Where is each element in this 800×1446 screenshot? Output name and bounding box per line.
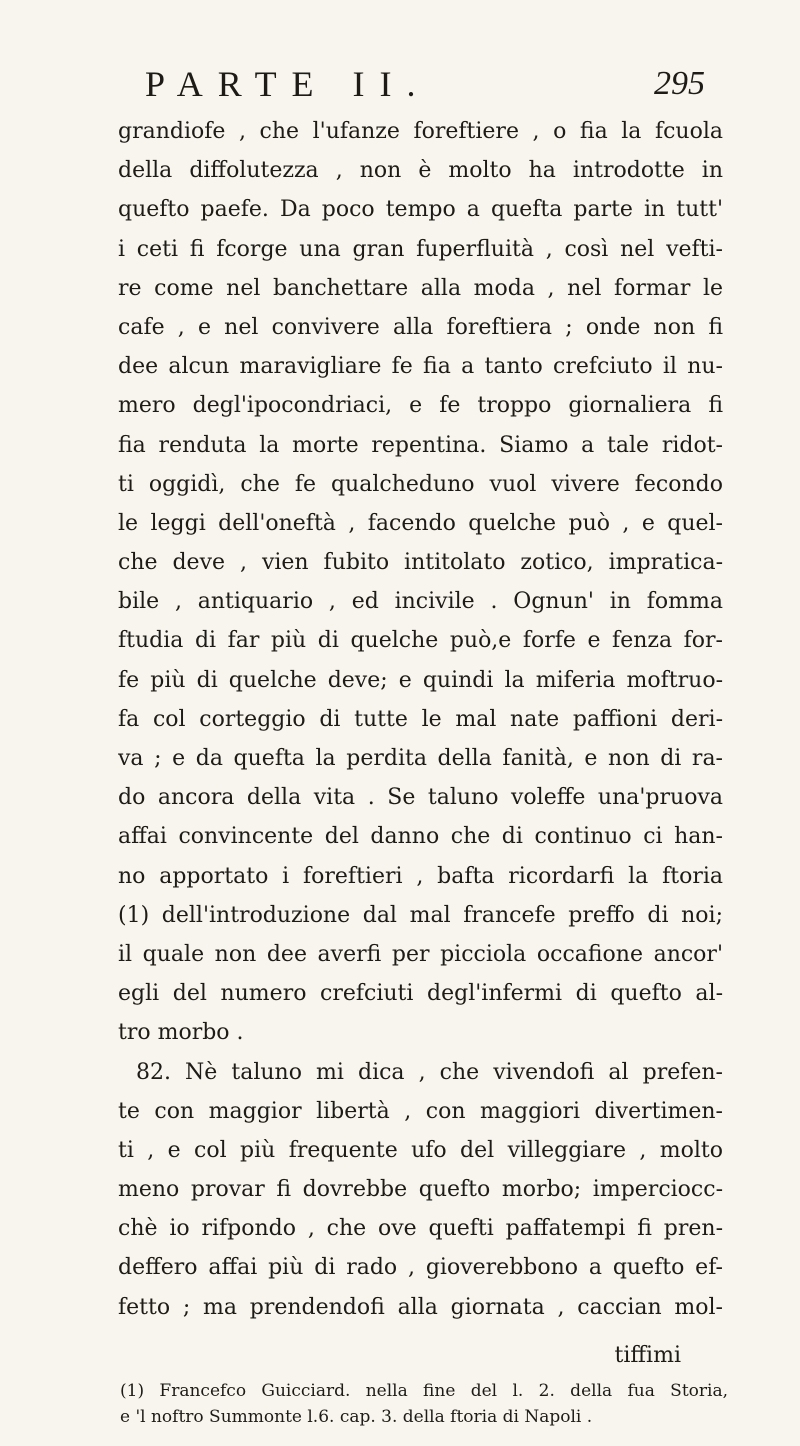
text-line: do ancora della vita . Se taluno voleffe una'pruova	[118, 785, 723, 811]
text-line: va ; e da quefta la perdita della fanità, e non di ra-	[118, 746, 723, 771]
page-header	[145, 62, 705, 106]
text-line: chè io rifpondo , che ove quefti paffatempi fi pren-	[118, 1216, 723, 1242]
paragraph-start-line: 82. Nè taluno mi dica , che vivendofi al prefen-	[136, 1059, 723, 1085]
text-line: ftudia di far più di quelche può,e forfe e fenza for-	[118, 628, 723, 654]
text-line: il quale non dee averfi per picciola occafione ancor'	[118, 941, 723, 967]
text-line: fa col corteggio di tutte le mal nate paffioni deri-	[118, 706, 723, 732]
text-line: della diffolutezza , non è molto ha introdotte in	[118, 158, 723, 184]
text-line: tro morbo .	[118, 1020, 244, 1046]
text-line: i ceti fi fcorge una gran fuperfluità , così nel vefti-	[118, 236, 723, 262]
text-line: mero degl'ipocondriaci, e fe troppo giornaliera fi	[118, 393, 723, 419]
text-line: le leggi dell'oneftà , facendo quelche può , e quel-	[118, 510, 723, 536]
text-line: fe più di quelche deve; e quindi la miferia moftruo-	[118, 667, 723, 693]
catchword: tiffimi	[614, 1343, 681, 1368]
text-line: dee alcun maravigliare fe fia a tanto crefciuto il nu-	[118, 354, 723, 380]
text-line: deffero affai più di rado , gioverebbono a quefto ef-	[118, 1255, 723, 1281]
footnote-line: (1) Francefco Guicciard. nella fine del l. 2. della fua Storia,	[120, 1381, 728, 1401]
text-line: (1) dell'introduzione dal mal francefe preffo di noi;	[118, 902, 723, 928]
text-line: te con maggior libertà , con maggiori divertimen-	[118, 1098, 723, 1124]
page-number: 295	[654, 65, 705, 102]
text-line: affai convincente del danno che di continuo ci han-	[118, 824, 723, 850]
text-line: ti , e col più frequente ufo del villeggiare , molto	[118, 1137, 723, 1163]
running-head: PARTE II.	[145, 64, 431, 104]
text-line: egli del numero crefciuti degl'infermi di quefto al-	[118, 981, 723, 1007]
text-line: meno provar fi dovrebbe quefto morbo; imperciocc-	[118, 1177, 723, 1203]
text-line: quefto paefe. Da poco tempo a quefta parte in tutt'	[118, 197, 723, 223]
text-line: che deve , vien fubito intitolato zotico, impratica-	[118, 550, 723, 576]
text-line: grandiofe , che l'ufanze foreftiere , o fia la fcuola	[118, 119, 723, 144]
text-line: fia renduta la morte repentina. Siamo a tale ridot-	[118, 432, 723, 458]
text-line: fetto ; ma prendendofi alla giornata , caccian mol-	[118, 1294, 723, 1320]
text-line: no apportato i foreftieri , bafta ricordarfi la ftoria	[118, 863, 723, 889]
footnote-line: e 'l noftro Summonte l.6. cap. 3. della ftoria di Napoli .	[120, 1407, 593, 1427]
text-line: re come nel banchettare alla moda , nel formar le	[118, 275, 723, 301]
text-line: cafe , e nel convivere alla foreftiera ; onde non fi	[118, 314, 723, 340]
body-text	[118, 112, 723, 1327]
text-line: bile , antiquario , ed incivile . Ognun' in fomma	[118, 589, 723, 615]
text-line: ti oggidì, che fe qualcheduno vuol vivere fecondo	[118, 471, 723, 497]
footnote	[120, 1378, 728, 1430]
